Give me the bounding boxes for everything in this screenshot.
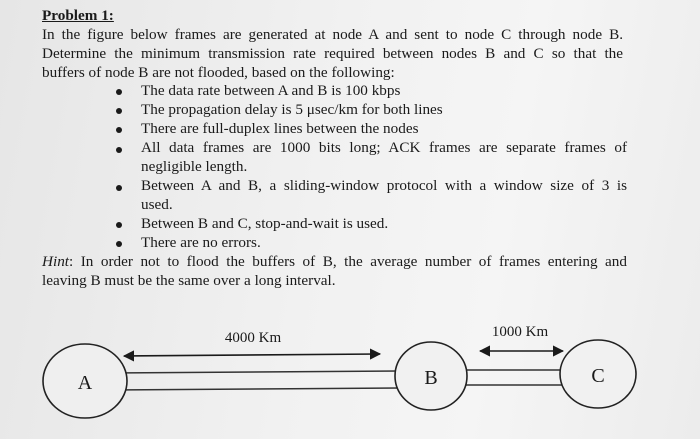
problem-title: Problem 1: bbox=[42, 7, 114, 24]
intro-line-3: buffers of node B are not flooded, based on the following: bbox=[42, 64, 395, 81]
node-b bbox=[395, 342, 467, 410]
bullet-item-frames-line-1: All data frames are 1000 bits long; ACK frames are separate frames of bbox=[141, 139, 627, 156]
link-bc bbox=[461, 370, 568, 385]
link-ab bbox=[118, 371, 400, 390]
intro-line-1: In the figure below frames are generated at node A and sent to node C through node B. bbox=[42, 26, 623, 43]
bullet-item-no-errors: There are no errors. bbox=[141, 234, 261, 251]
node-b-label: B bbox=[424, 367, 438, 389]
bullet-item-sliding-window-line-1: Between A and B, a sliding-window protocol with a window size of 3 is bbox=[141, 177, 627, 194]
bullet-item-propagation-delay: The propagation delay is 5 μsec/km for both lines bbox=[141, 101, 443, 118]
link-bc-distance-label: 1000 Km bbox=[491, 324, 549, 340]
link-ab-distance-arrow bbox=[124, 354, 380, 356]
node-c bbox=[560, 340, 636, 408]
node-c-label: C bbox=[591, 365, 605, 387]
bullet-item-stop-and-wait: Between B and C, stop-and-wait is used. bbox=[141, 215, 389, 232]
hint-text: : In order not to flood the buffers of B, the average number of frames entering and bbox=[69, 253, 627, 270]
bullet-item-frames-line-2: negligible length. bbox=[141, 158, 248, 175]
bullet-item-data-rate: The data rate between A and B is 100 kbps bbox=[141, 82, 401, 99]
bullet-item-sliding-window-line-2: used. bbox=[141, 196, 173, 213]
node-a bbox=[43, 344, 127, 418]
link-ab-distance-label: 4000 Km bbox=[224, 330, 282, 346]
hint-line-2: leaving B must be the same over a long interval. bbox=[42, 272, 336, 289]
hint-label: Hint bbox=[42, 253, 70, 270]
node-a-label: A bbox=[77, 372, 93, 394]
intro-line-2: Determine the minimum transmission rate required between nodes B and C so that the bbox=[42, 45, 623, 62]
bullet-item-full-duplex: There are full-duplex lines between the nodes bbox=[141, 120, 419, 137]
